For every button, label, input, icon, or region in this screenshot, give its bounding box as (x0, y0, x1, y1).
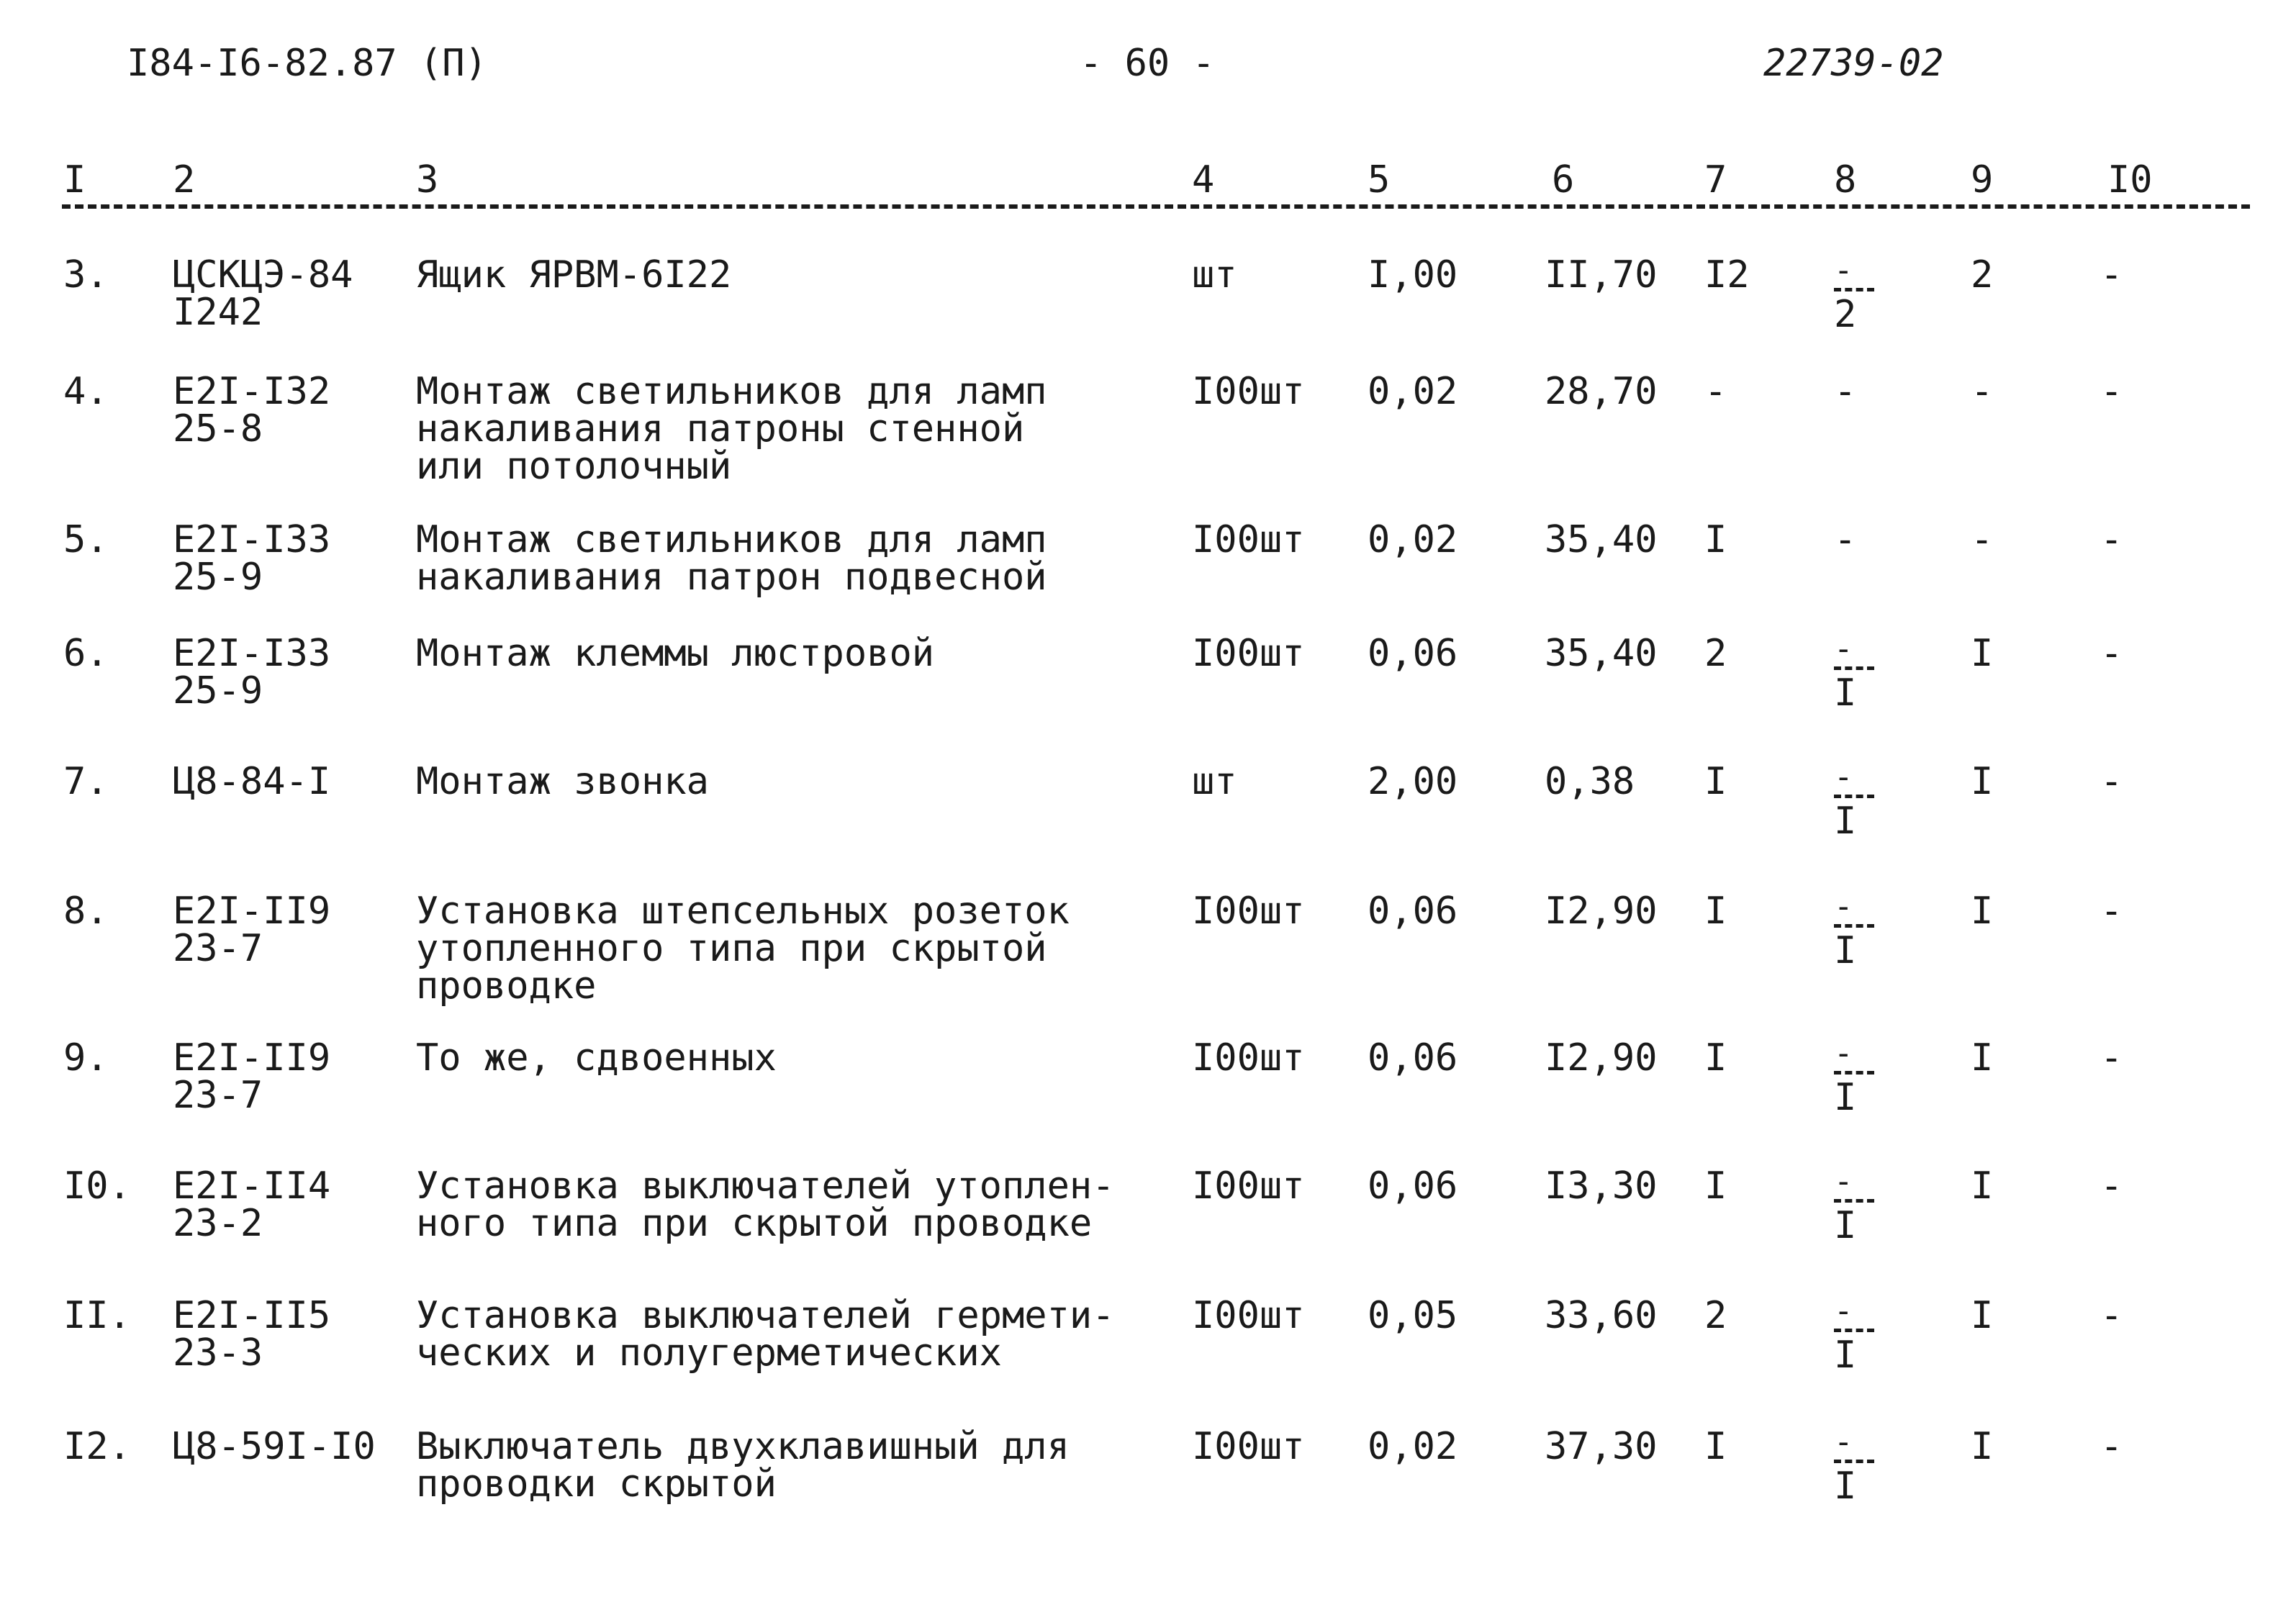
price: I2,90 (1545, 1036, 1658, 1080)
fraction-bar (1834, 924, 1874, 928)
quantity: 2,00 (1368, 760, 1458, 803)
column-7-value: - (1704, 370, 1727, 413)
row-number: I0. (63, 1164, 131, 1208)
row-number: 3. (63, 253, 109, 297)
rate-code: Е2I-II9 23-7 (173, 890, 331, 970)
column-9-value: I (1971, 1036, 1994, 1080)
rate-code: Е2I-I32 25-8 (173, 370, 331, 451)
rate-code: Ц8-84-I (173, 760, 331, 803)
column-8-fraction (1834, 1293, 1899, 1377)
rate-code: ЦСКЦЭ-84 I242 (173, 253, 353, 334)
column-header-7: 7 (1704, 158, 1727, 202)
unit: шт (1192, 253, 1237, 297)
row-number: 4. (63, 370, 109, 413)
quantity: 0,02 (1368, 518, 1458, 561)
rate-code: Е2I-II4 23-2 (173, 1164, 331, 1245)
fraction-top: - (1834, 759, 1853, 795)
fraction-bottom: I (1834, 1334, 1857, 1377)
unit: I00шт (1192, 518, 1305, 561)
fraction-bottom: I (1834, 671, 1857, 715)
fraction-bottom: 2 (1834, 293, 1857, 336)
column-header-2: 2 (173, 158, 196, 202)
row-number: 5. (63, 518, 109, 561)
quantity: 0,06 (1368, 632, 1458, 675)
price: 0,38 (1545, 760, 1635, 803)
fraction-top: - (1834, 252, 1853, 289)
fraction-top: - (1834, 1035, 1853, 1072)
column-10-value: - (2100, 632, 2123, 675)
fraction-bar (1834, 666, 1874, 670)
unit: I00шт (1192, 890, 1305, 933)
rate-code: Е2I-II9 23-7 (173, 1036, 331, 1117)
work-name: Выключатель двухклавишный для проводки скрытой (416, 1425, 1070, 1506)
row-number: 7. (63, 760, 109, 803)
unit: I00шт (1192, 1294, 1305, 1337)
column-8-fraction (1834, 1424, 1899, 1508)
column-header-6: 6 (1552, 158, 1575, 202)
column-9-value: I (1971, 760, 1994, 803)
column-8-fraction (1834, 630, 1899, 715)
column-7-value: 2 (1704, 632, 1727, 675)
fraction-bar (1834, 288, 1874, 291)
quantity: I,00 (1368, 253, 1458, 297)
work-name: Установка штепсельных розеток утопленного типа при скрытой проводке (416, 890, 1070, 1008)
fraction-top: - (1834, 1163, 1853, 1200)
page-number: - 60 - (1080, 42, 1215, 85)
column-9-value: I (1971, 632, 1994, 675)
quantity: 0,02 (1368, 1425, 1458, 1468)
rate-code: Ц8-59I-I0 (173, 1425, 376, 1468)
fraction-bottom: I (1834, 929, 1857, 972)
column-header-8: 8 (1834, 158, 1857, 202)
column-header-4: 4 (1192, 158, 1215, 202)
unit: I00шт (1192, 632, 1305, 675)
registration-number: 22739-02 (1763, 42, 1944, 85)
document-code: I84-I6-82.87 (П) (127, 42, 487, 85)
column-8-fraction (1834, 1035, 1899, 1119)
fraction-bottom: I (1834, 1076, 1857, 1119)
column-9-value: - (1971, 370, 1994, 413)
column-8-fraction (1834, 759, 1899, 843)
work-name: Ящик ЯРВМ-6I22 (416, 253, 732, 297)
column-header-row (62, 154, 2250, 209)
column-9-value: I (1971, 1164, 1994, 1208)
column-9-value: I (1971, 1425, 1994, 1468)
column-10-value: - (2100, 1425, 2123, 1468)
fraction-bar (1834, 1460, 1874, 1463)
work-name: Установка выключателей утоплен- ного типа при скрытой проводке (416, 1164, 1115, 1245)
column-8-value: - (1834, 518, 1857, 561)
column-7-value: I (1704, 1425, 1727, 1468)
column-8-fraction (1834, 252, 1899, 336)
column-9-value: - (1971, 518, 1994, 561)
column-7-value: 2 (1704, 1294, 1727, 1337)
work-name: Установка выключателей гермети- ческих и полугерметических (416, 1294, 1115, 1375)
rate-code: Е2I-II5 23-3 (173, 1294, 331, 1375)
row-number: 9. (63, 1036, 109, 1080)
column-header-10: I0 (2107, 158, 2153, 202)
column-8-value: - (1834, 370, 1857, 413)
row-number: 8. (63, 890, 109, 933)
column-8-fraction (1834, 888, 1899, 972)
unit: I00шт (1192, 1036, 1305, 1080)
column-8-fraction (1834, 1163, 1899, 1247)
work-name: Монтаж светильников для ламп накаливания патроны стенной или потолочный (416, 370, 1047, 488)
fraction-top: - (1834, 630, 1853, 667)
work-name: Монтаж клеммы люстровой (416, 632, 935, 675)
unit: I00шт (1192, 1164, 1305, 1208)
column-7-value: I (1704, 1036, 1727, 1080)
unit: I00шт (1192, 1425, 1305, 1468)
fraction-bar (1834, 1329, 1874, 1332)
row-number: II. (63, 1294, 131, 1337)
price: 37,30 (1545, 1425, 1658, 1468)
quantity: 0,06 (1368, 890, 1458, 933)
quantity: 0,02 (1368, 370, 1458, 413)
column-9-value: I (1971, 890, 1994, 933)
column-9-value: 2 (1971, 253, 1994, 297)
price: 28,70 (1545, 370, 1658, 413)
column-header-1: I (63, 158, 86, 202)
column-10-value: - (2100, 370, 2123, 413)
quantity: 0,05 (1368, 1294, 1458, 1337)
column-7-value: I (1704, 890, 1727, 933)
column-7-value: I (1704, 1164, 1727, 1208)
column-10-value: - (2100, 1294, 2123, 1337)
column-9-value: I (1971, 1294, 1994, 1337)
column-10-value: - (2100, 518, 2123, 561)
column-header-5: 5 (1368, 158, 1391, 202)
price: I3,30 (1545, 1164, 1658, 1208)
fraction-bar (1834, 1071, 1874, 1075)
work-name: Монтаж светильников для ламп накаливания патрон подвесной (416, 518, 1047, 599)
row-number: I2. (63, 1425, 131, 1468)
column-7-value: I2 (1704, 253, 1750, 297)
work-name: То же, сдвоенных (416, 1036, 777, 1080)
column-10-value: - (2100, 890, 2123, 933)
fraction-bottom: I (1834, 1465, 1857, 1508)
price: 33,60 (1545, 1294, 1658, 1337)
rate-code: Е2I-I33 25-9 (173, 518, 331, 599)
fraction-bar (1834, 1199, 1874, 1203)
column-header-3: 3 (416, 158, 439, 202)
quantity: 0,06 (1368, 1164, 1458, 1208)
column-10-value: - (2100, 1164, 2123, 1208)
column-7-value: I (1704, 518, 1727, 561)
work-name: Монтаж звонка (416, 760, 709, 803)
column-7-value: I (1704, 760, 1727, 803)
fraction-top: - (1834, 1424, 1853, 1460)
unit: I00шт (1192, 370, 1305, 413)
column-10-value: - (2100, 760, 2123, 803)
column-10-value: - (2100, 253, 2123, 297)
price: I2,90 (1545, 890, 1658, 933)
price: 35,40 (1545, 632, 1658, 675)
column-10-value: - (2100, 1036, 2123, 1080)
rate-code: Е2I-I33 25-9 (173, 632, 331, 712)
price: II,70 (1545, 253, 1658, 297)
unit: шт (1192, 760, 1237, 803)
fraction-top: - (1834, 1293, 1853, 1329)
quantity: 0,06 (1368, 1036, 1458, 1080)
fraction-bottom: I (1834, 1204, 1857, 1247)
row-number: 6. (63, 632, 109, 675)
fraction-top: - (1834, 888, 1853, 925)
fraction-bar (1834, 795, 1874, 798)
column-header-9: 9 (1971, 158, 1994, 202)
price: 35,40 (1545, 518, 1658, 561)
fraction-bottom: I (1834, 800, 1857, 843)
